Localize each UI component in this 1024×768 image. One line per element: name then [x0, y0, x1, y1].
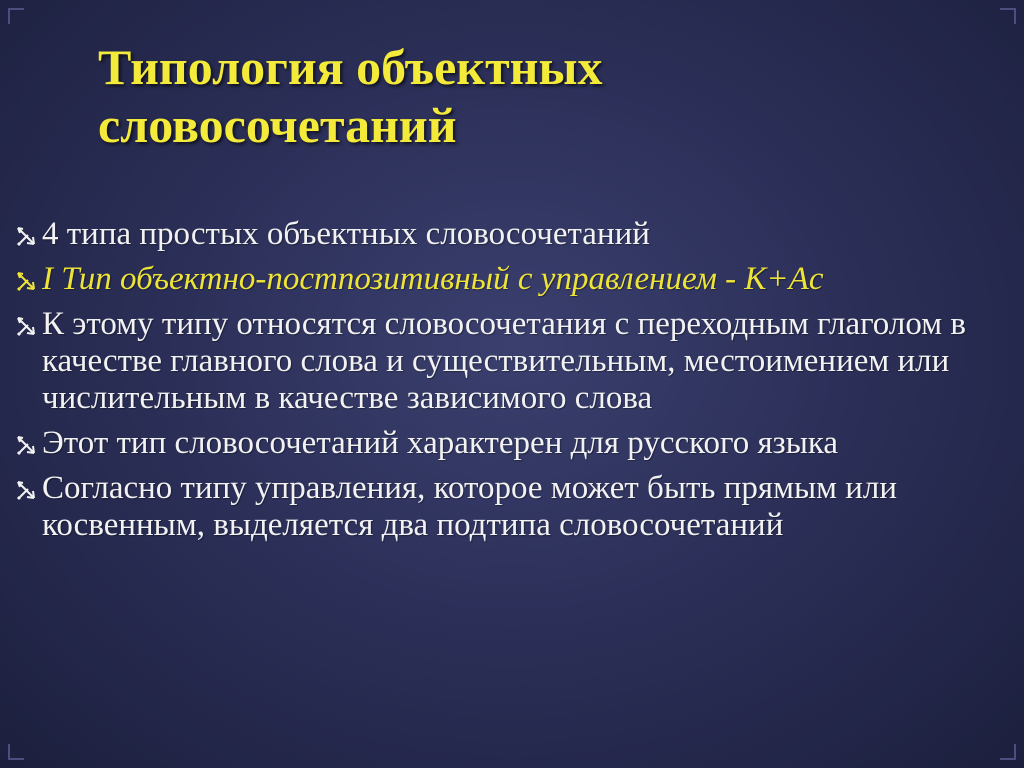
bullet-text: Этот тип словосочетаний характерен для русского языка — [42, 425, 839, 461]
crossed-arrow-icon — [14, 473, 40, 505]
bullet-item — [14, 470, 1014, 544]
bullet-text: Согласно типу управления, которое может быть прямым или косвенным, выделяется два подтипа словосочетаний — [42, 470, 898, 543]
slide-title-line-1: Типология объектных — [98, 39, 603, 95]
bullet-list — [14, 216, 1014, 552]
slide-title-line-2: словосочетаний — [98, 97, 457, 153]
crossed-arrow-icon — [14, 219, 40, 251]
crossed-arrow-icon — [14, 309, 40, 341]
corner-bracket-top-right — [1000, 8, 1016, 24]
corner-bracket-bottom-right — [1000, 744, 1016, 760]
bullet-text: К этому типу относятся словосочетания с переходным глаголом в качестве главного слова и существительным, местоимением или числительным в качестве зависимого слова — [42, 306, 966, 416]
bullet-item — [14, 216, 1014, 253]
corner-bracket-top-left — [8, 8, 24, 24]
crossed-arrow-icon — [14, 428, 40, 460]
crossed-arrow-icon — [14, 264, 40, 296]
bullet-item-highlighted — [14, 261, 1014, 298]
bullet-text: I Тип объектно-постпозитивный с управлением - K+Ac — [42, 261, 824, 297]
bullet-text: 4 типа простых объектных словосочетаний — [42, 216, 650, 252]
bullet-item — [14, 425, 1014, 462]
slide-title — [98, 38, 958, 154]
bullet-item — [14, 306, 1014, 417]
corner-bracket-bottom-left — [8, 744, 24, 760]
